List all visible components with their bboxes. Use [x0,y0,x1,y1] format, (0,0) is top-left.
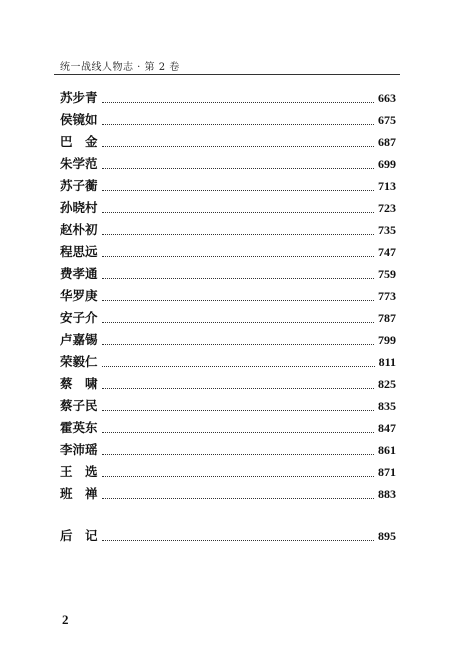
toc-entry-name: 苏步青 [60,90,98,105]
leader-dots [102,233,374,235]
running-header: 统一战线人物志 · 第 2 卷 [60,62,180,73]
toc-entry-page: 835 [378,399,396,413]
toc-entry-page: 811 [378,355,396,369]
toc-entry-page: 825 [378,377,396,391]
toc-entry [60,133,396,151]
toc-entry-name: 王 选 [60,464,98,479]
toc-entry [60,375,396,393]
leader-dots [102,321,374,323]
toc-entry-name: 安子介 [60,310,98,325]
leader-dots [102,145,374,147]
toc-entry-page: 773 [378,289,396,303]
leader-dots [102,387,374,389]
toc-entry-name: 霍英东 [60,420,98,435]
toc-entry-page: 847 [378,421,396,435]
leader-dots [102,211,374,213]
toc-entry-name: 孙晓村 [60,200,98,215]
toc-entry-name: 华罗庚 [60,288,98,303]
toc-entry [60,309,396,327]
toc-entry [60,265,396,283]
toc-entry-page: 787 [378,311,396,325]
toc-entry-page: 871 [378,465,396,479]
toc-entry-name: 巴 金 [60,134,98,149]
leader-dots [102,409,374,411]
leader-dots [102,453,374,455]
header-rule [54,74,400,75]
toc-entry-name: 赵朴初 [60,222,98,237]
leader-dots [102,497,374,499]
toc-entry [60,177,396,195]
toc-entry [60,463,396,481]
toc-entry-name: 班 禅 [60,486,98,501]
toc-entry-name: 卢嘉锡 [60,332,98,347]
toc-entry-name: 荣毅仁 [60,354,98,369]
toc-entry-page: 895 [378,529,396,543]
toc-entry-page: 799 [378,333,396,347]
leader-dots [102,299,374,301]
leader-dots [102,167,374,169]
leader-dots [102,101,374,103]
toc-entry-page: 759 [378,267,396,281]
leader-dots [102,431,374,433]
toc-entry [60,397,396,415]
toc-entry [60,419,396,437]
leader-dots [102,189,374,191]
toc-entry [60,221,396,239]
leader-dots [102,255,374,257]
toc-entry-name: 侯镜如 [60,112,98,127]
leader-dots [102,365,375,367]
toc-entry-name: 后 记 [60,528,98,543]
toc-entry-page: 713 [378,179,396,193]
toc-entry-name: 朱学范 [60,156,98,171]
toc-entry-afterword [60,527,396,545]
toc-entry [60,111,396,129]
leader-dots [102,277,374,279]
toc-entry-name: 费孝通 [60,266,98,281]
toc-entry-page: 723 [378,201,396,215]
leader-dots [102,343,374,345]
toc-entry [60,199,396,217]
page-number: 2 [62,612,69,627]
toc-entry-name: 程思远 [60,244,98,259]
toc-entry-name: 蔡 啸 [60,376,98,391]
toc-entry-page: 883 [378,487,396,501]
toc-entry [60,243,396,261]
toc-entry [60,441,396,459]
toc-entry [60,485,396,503]
toc-entry [60,287,396,305]
toc-entry-name: 李沛瑶 [60,442,98,457]
toc-entry-page: 699 [378,157,396,171]
toc-entry [60,155,396,173]
toc-entry-page: 675 [378,113,396,127]
toc-entry-page: 663 [378,91,396,105]
toc-entry-page: 735 [378,223,396,237]
toc-entry-name: 蔡子民 [60,398,98,413]
leader-dots [102,475,374,477]
leader-dots [102,123,374,125]
toc-entry-page: 861 [378,443,396,457]
leader-dots [102,539,374,541]
toc-entry [60,331,396,349]
toc-entry-name: 苏子蘅 [60,178,98,193]
toc-entry [60,353,396,371]
toc-entry-page: 747 [378,245,396,259]
toc-entry-page: 687 [378,135,396,149]
toc-entry [60,89,396,107]
